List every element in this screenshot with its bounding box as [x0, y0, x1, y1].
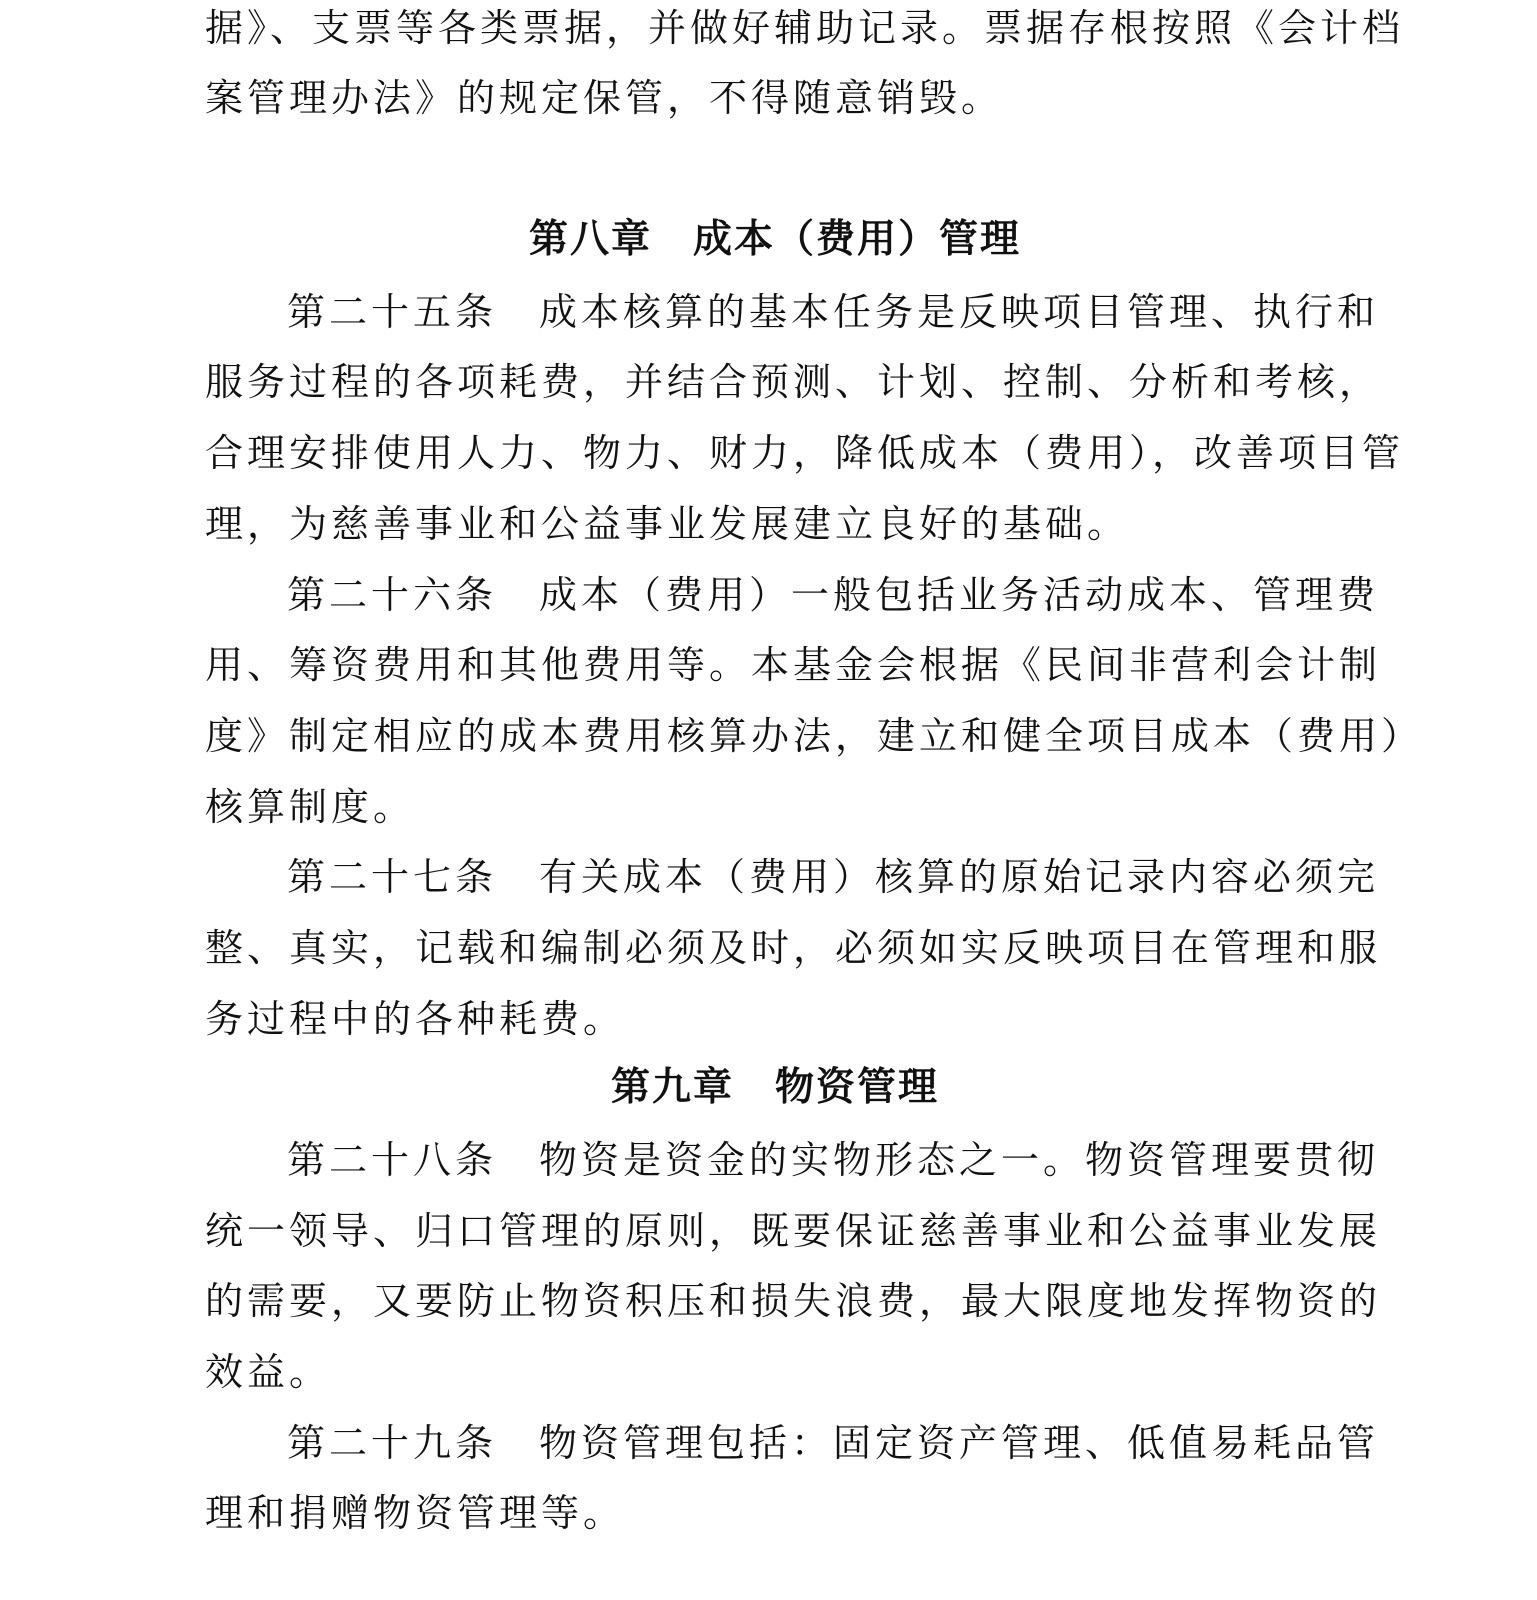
article-26-line: 核算制度。 [205, 785, 416, 829]
article-28-line: 统一领导、归口管理的原则，既要保证慈善事业和公益事业发展 [205, 1209, 1382, 1253]
article-25-line: 合理安排使用人力、物力、财力，降低成本（费用），改善项目管 [205, 431, 1405, 475]
article-25-line: 服务过程的各项耗费，并结合预测、计划、控制、分析和考核， [205, 360, 1382, 404]
intro-text-line: 据》、支票等各类票据，并做好辅助记录。票据存根按照《会计档 [205, 6, 1405, 50]
article-25-line: 第二十五条 成本核算的基本任务是反映项目管理、执行和 [287, 290, 1380, 334]
article-26-line: 度》制定相应的成本费用核算办法，建立和健全项目成本（费用） [205, 714, 1424, 758]
article-26-line: 用、筹资费用和其他费用等。本基金会根据《民间非营利会计制 [205, 643, 1382, 687]
article-28-line: 第二十八条 物资是资金的实物形态之一。物资管理要贯彻 [287, 1138, 1380, 1182]
document-page [205, 0, 1424, 1600]
chapter-9-heading: 第九章 物资管理 [610, 1065, 939, 1110]
intro-text-line: 案管理办法》的规定保管，不得随意销毁。 [205, 76, 1004, 120]
article-27-line: 务过程中的各种耗费。 [205, 997, 626, 1041]
article-29-line: 第二十九条 物资管理包括：固定资产管理、低值易耗品管 [287, 1421, 1380, 1465]
article-28-line: 效益。 [205, 1350, 332, 1394]
article-25-line: 理，为慈善事业和公益事业发展建立良好的基础。 [205, 502, 1130, 546]
article-27-line: 整、真实，记载和编制必须及时，必须如实反映项目在管理和服 [205, 926, 1382, 970]
article-27-line: 第二十七条 有关成本（费用）核算的原始记录内容必须完 [287, 855, 1380, 899]
chapter-8-heading: 第八章 成本（费用）管理 [528, 217, 1021, 262]
article-28-line: 的需要，又要防止物资积压和损失浪费，最大限度地发挥物资的 [205, 1279, 1382, 1323]
article-26-line: 第二十六条 成本（费用）一般包括业务活动成本、管理费 [287, 573, 1380, 617]
article-29-line: 理和捐赠物资管理等。 [205, 1491, 626, 1535]
